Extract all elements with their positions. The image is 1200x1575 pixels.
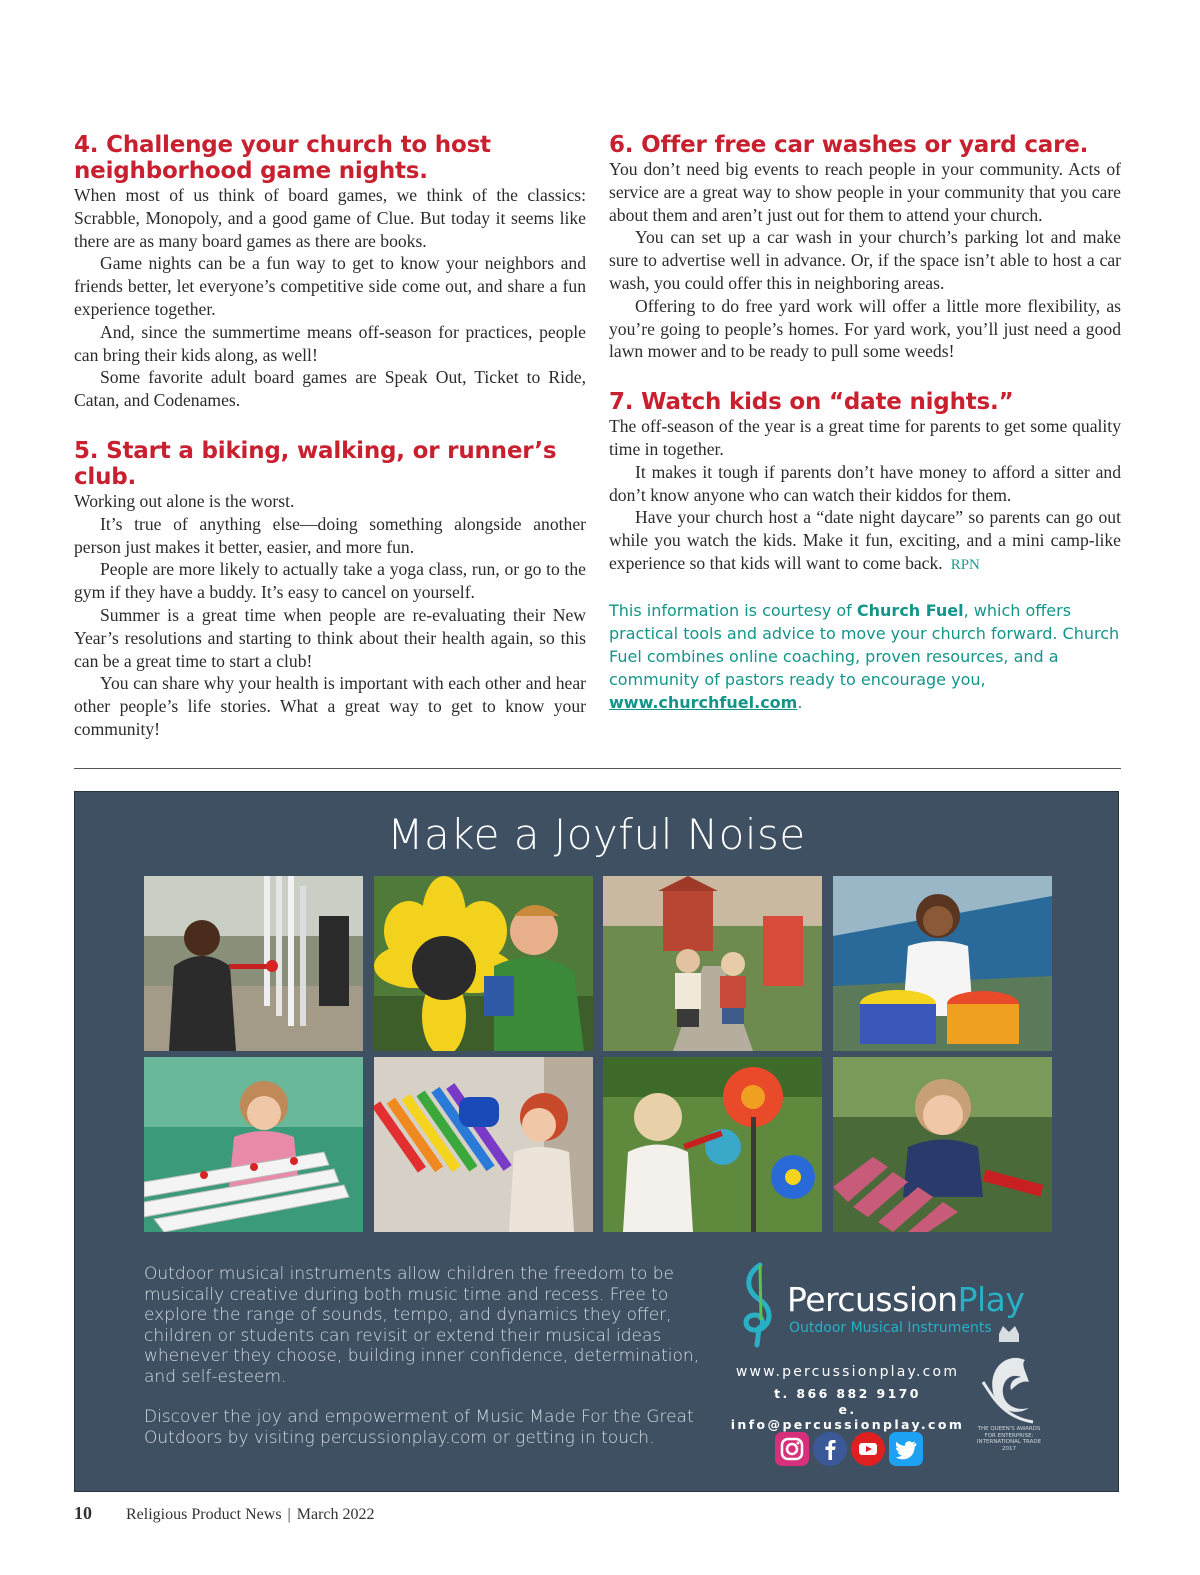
photo-boy-sunflower	[374, 876, 593, 1051]
facebook-icon[interactable]	[813, 1432, 847, 1466]
website-link[interactable]: www.percussionplay.com	[735, 1364, 960, 1380]
right-column	[609, 132, 1121, 714]
section-6-paragraph: Offering to do free yard work will offer a little more flexibility, as you’re going to people’s homes. For yard work, you’ll just need a good lawn mower and to be ready to pull some weeds!	[609, 295, 1121, 362]
phone-number[interactable]: t. 866 882 9170	[774, 1386, 921, 1401]
left-column	[74, 132, 586, 741]
photo-kids-path	[603, 876, 822, 1051]
page-footer	[74, 1503, 375, 1524]
courtesy-note	[609, 599, 1121, 714]
courtesy-prefix: This information is courtesy of	[609, 600, 857, 620]
twitter-icon[interactable]	[889, 1432, 923, 1466]
courtesy-suffix: .	[797, 692, 803, 712]
photo-girl-drums	[833, 876, 1052, 1051]
section-7-paragraph: The off-season of the year is a great time for parents to get some quality time in together.	[609, 416, 1121, 459]
photo-boy-chimes	[144, 876, 363, 1051]
rpn-signoff: RPN	[950, 556, 980, 573]
ad-title: Make a Joyful Noise	[387, 810, 806, 859]
section-divider	[74, 768, 1121, 769]
youtube-icon[interactable]	[851, 1432, 885, 1466]
section-6-paragraph: You don’t need big events to reach people in your community. Acts of service are a great way to show people in your community that you care about them and aren’t just out for them to attend your church.	[609, 159, 1121, 225]
brand-name-part2: Play	[957, 1280, 1025, 1319]
brand-name-part1: Percussion	[787, 1280, 958, 1319]
photo-girl-tubes	[144, 1057, 363, 1232]
instagram-icon[interactable]	[775, 1432, 809, 1466]
section-5-paragraph: People are more likely to actually take a yoga class, run, or go to the gym if they have a buddy. It’s easy to cancel on yourself.	[74, 559, 586, 603]
section-4-paragraph: Game nights can be a fun way to get to know your neighbors and friends better, let everyone’s competitive side come out, and share a fun experience together.	[74, 253, 586, 319]
ad-copy-paragraph: Outdoor musical instruments allow children the freedom to be musically creative during both music time and recess. Free to explore the range of sounds, tempo, and dynamics they offer, children or students can revisit or extend their musical ideas whenever they choose, building inner confidence, determination, and self-esteem.	[144, 1264, 700, 1387]
email-address[interactable]: e. info@percussionplay.com	[730, 1402, 965, 1432]
award-caption: THE QUEEN'S AWARDS FOR ENTERPRISE: INTERNATIONAL TRADE 2017	[976, 1426, 1042, 1452]
section-6-paragraph: You can set up a car wash in your church’s parking lot and make sure to advertise well in advance. Or, if the space isn’t able to host a car wash, you could offer this in neighboring areas.	[609, 227, 1121, 293]
brand-name	[787, 1280, 1024, 1319]
section-7-last-text: Have your church host a “date night daycare” so parents can go out while you watch the kids. Make it fun, exciting, and a mini camp-like experience so that kids will want to come back.	[609, 507, 1121, 573]
issue-date: March 2022	[296, 1506, 375, 1523]
section-4-heading: 4. Challenge your church to host neighborhood game nights.	[74, 132, 491, 184]
section-6-heading: 6. Offer free car washes or yard care.	[609, 132, 1089, 158]
ad-copy	[144, 1264, 724, 1468]
photo-girl-xylophone	[374, 1057, 593, 1232]
section-5-heading: 5. Start a biking, walking, or runner’s club.	[74, 437, 557, 490]
section-5-paragraph: It’s true of anything else—doing something alongside another person just makes it better, easier, and more fun.	[74, 513, 586, 557]
ad-copy-paragraph: Discover the joy and empowerment of Music Made For the Great Outdoors by visiting percussionplay.com or getting in touch.	[144, 1407, 694, 1448]
section-5-paragraph: Summer is a great time when people are re-evaluating their New Year’s resolutions and starting to think about their health again, so this can be a great time to start a club!	[74, 604, 586, 671]
footer-separator: |	[287, 1506, 291, 1523]
section-5-paragraph: Working out alone is the worst.	[74, 490, 295, 511]
treble-clef-icon	[735, 1260, 785, 1350]
section-7-paragraph	[609, 506, 1121, 576]
section-4-paragraph: And, since the summertime means off-season for practices, people can bring their kids along, as well!	[74, 321, 586, 365]
photo-toddler-xylophone	[833, 1057, 1052, 1232]
photo-girl-flower	[603, 1057, 822, 1232]
section-4-paragraph: Some favorite adult board games are Speak Out, Ticket to Ride, Catan, and Codenames.	[74, 367, 586, 411]
queens-award-emblem	[973, 1322, 1045, 1452]
section-4-paragraph: When most of us think of board games, we think of the classics: Scrabble, Monopoly, and a good game of Clue. But today it seems like there are as many board games as there are books.	[74, 185, 586, 251]
courtesy-body: , which offers practical tools and advice to move your church forward. Church Fuel combines online coaching, proven resources, and a community of pastors ready to encourage you,	[609, 600, 1120, 689]
section-7-heading: 7. Watch kids on “date nights.”	[609, 389, 1014, 416]
section-7-paragraph: It makes it tough if parents don’t have money to afford a sitter and don’t know anyone who can watch their kiddos for them.	[609, 461, 1121, 505]
courtesy-org: Church Fuel	[856, 600, 964, 620]
churchfuel-link[interactable]: www.churchfuel.com	[609, 692, 798, 712]
section-5-paragraph: You can share why your health is important with each other and hear other people’s life stories. What a great way to get to know your community!	[74, 673, 586, 739]
brand-tagline: Outdoor Musical Instruments	[789, 1320, 992, 1336]
publication-name: Religious Product News	[126, 1506, 282, 1523]
percussion-play-ad	[74, 791, 1119, 1492]
page-number: 10	[74, 1503, 92, 1523]
